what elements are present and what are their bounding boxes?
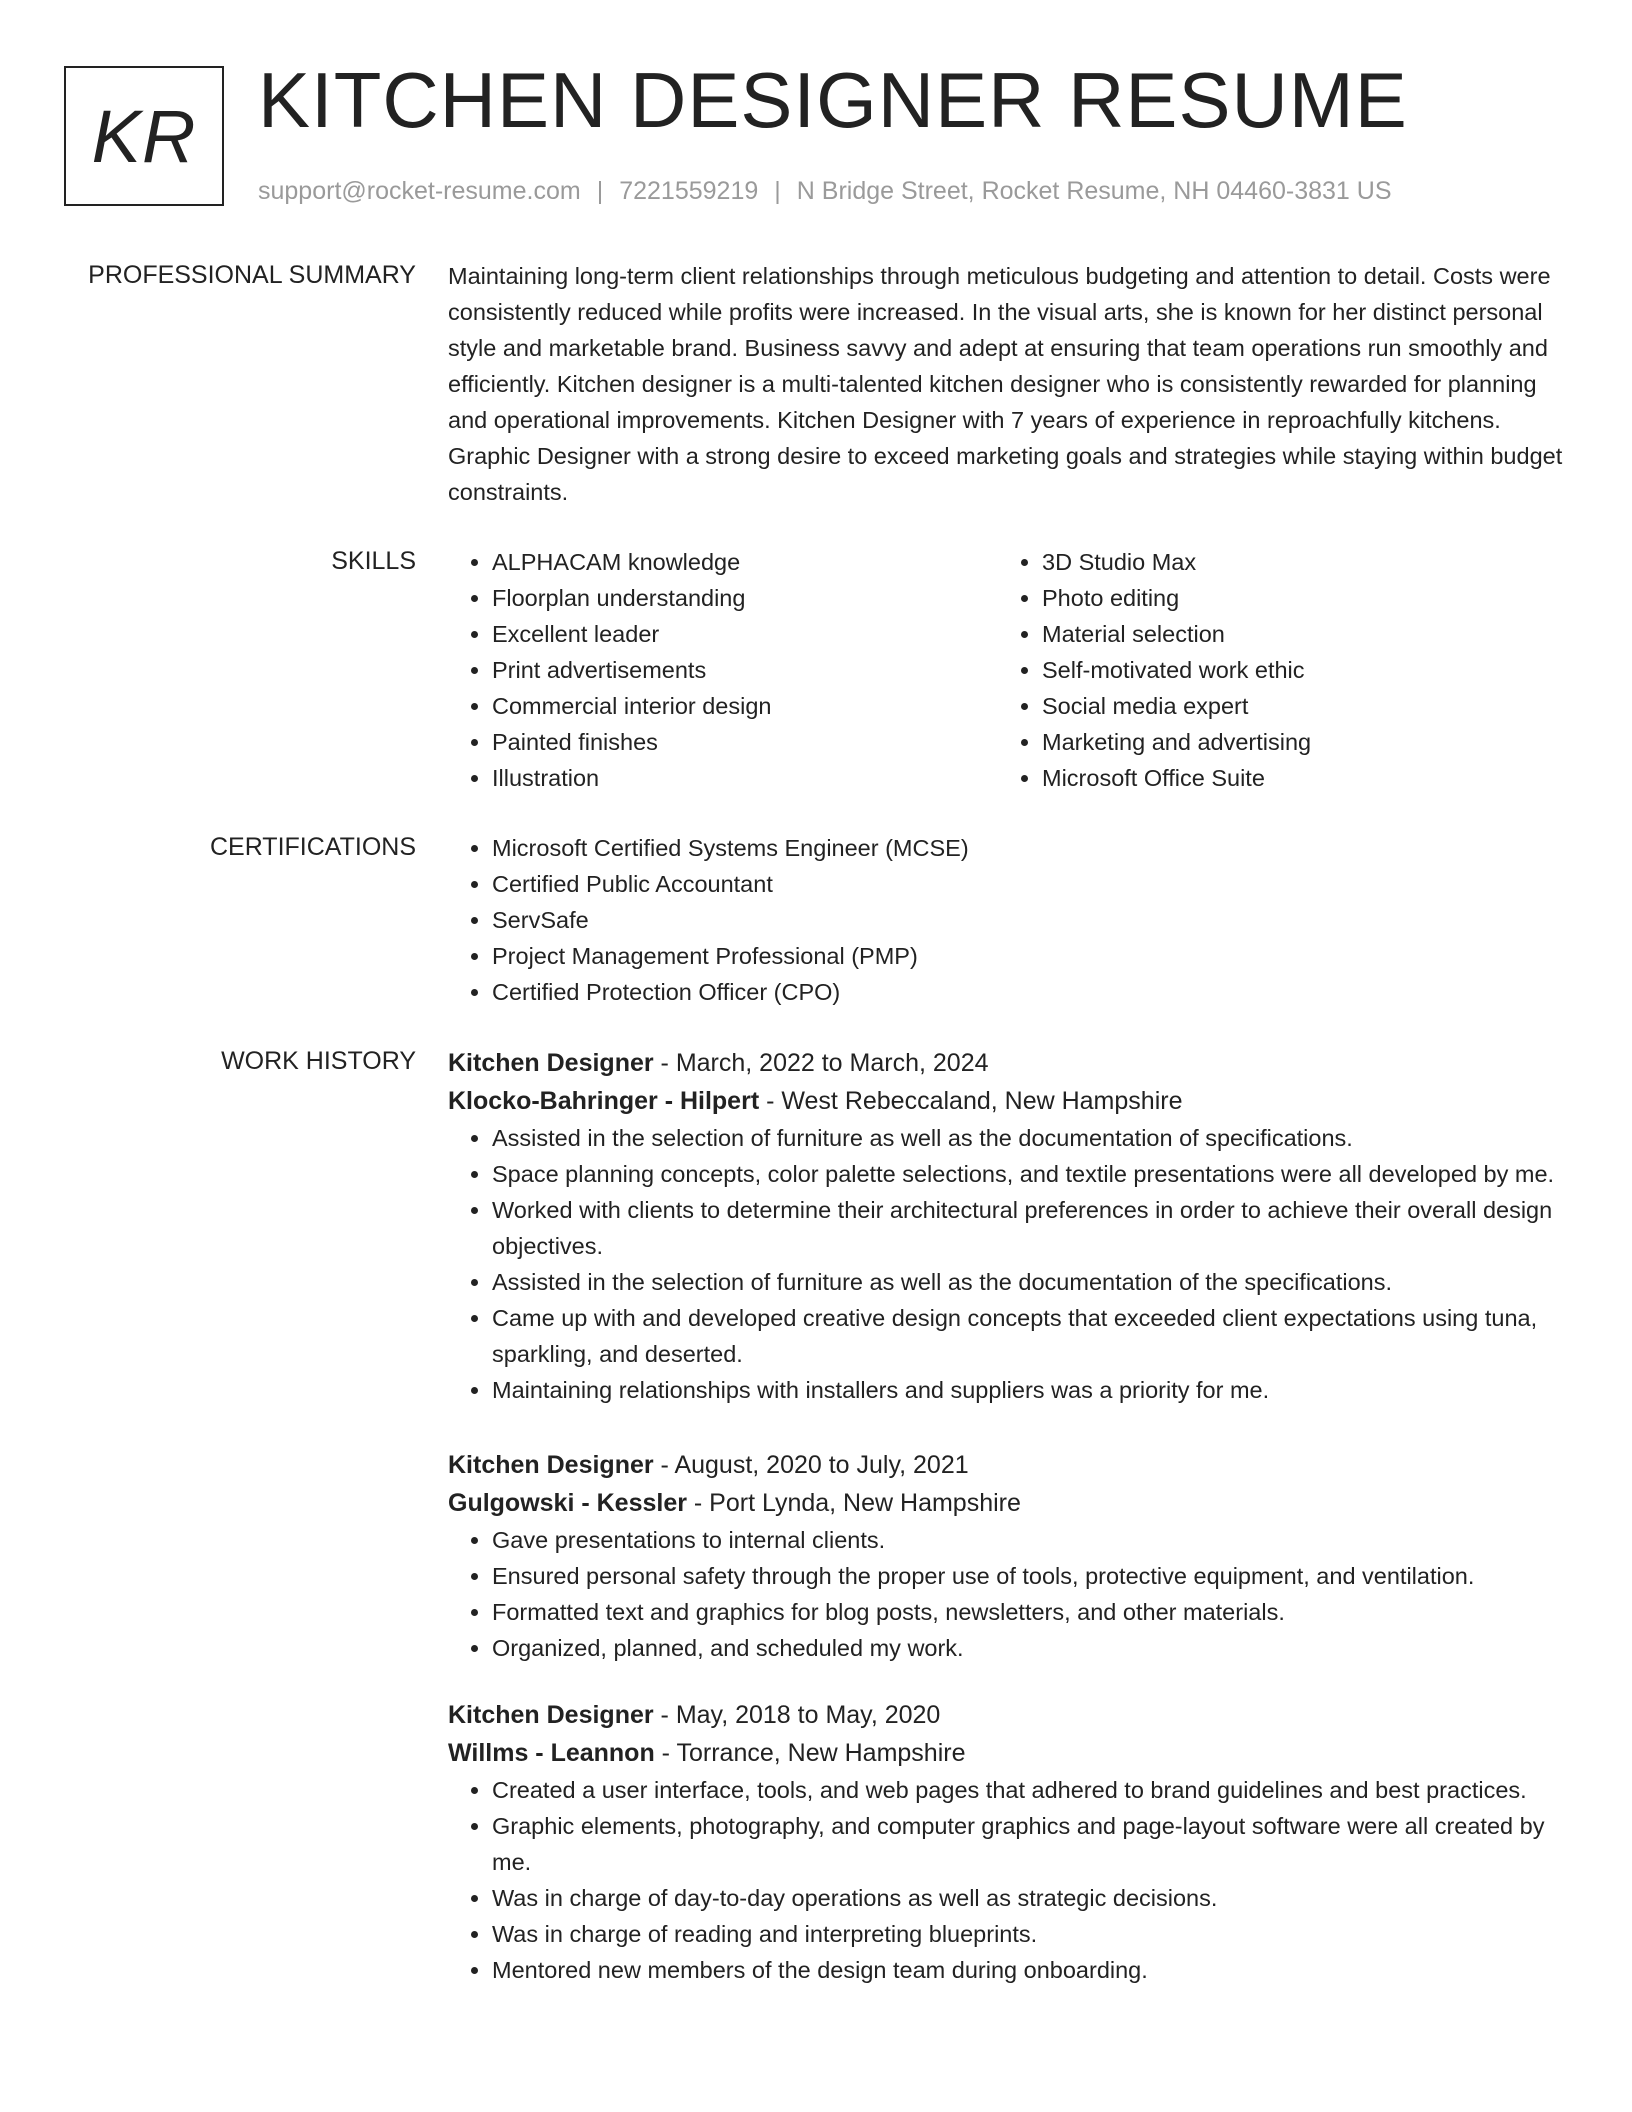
skill-item: • Material selection <box>1042 616 1548 652</box>
job-location: - West Rebeccaland, New Hampshire <box>759 1087 1183 1115</box>
skills-list-left <box>448 544 998 796</box>
job-duty-item: • Mentored new members of the design team during onboarding. <box>492 1952 1568 1988</box>
section-label-skills: SKILLS <box>331 547 416 575</box>
job-title-line <box>448 1446 1568 1484</box>
job-duty-item: • Worked with clients to determine their architectural preferences in order to achieve their overall design objectives. <box>492 1192 1568 1264</box>
skill-item: • Illustration <box>492 760 998 796</box>
certification-item: • Microsoft Certified Systems Engineer (MCSE) <box>492 830 1568 866</box>
contact-separator: | <box>774 177 781 205</box>
job-duties-list <box>448 1120 1568 1408</box>
job-entry <box>448 1696 1568 1988</box>
job-duties-list <box>448 1522 1568 1666</box>
job-duty-item: • Graphic elements, photography, and computer graphics and page-layout software were all created by me. <box>492 1808 1568 1880</box>
skill-item: • Painted finishes <box>492 724 998 760</box>
job-duty-item: • Organized, planned, and scheduled my work. <box>492 1630 1568 1666</box>
skill-item: • Commercial interior design <box>492 688 998 724</box>
job-company: Gulgowski - Kessler <box>448 1489 687 1517</box>
job-duty-item: • Formatted text and graphics for blog posts, newsletters, and other materials. <box>492 1594 1568 1630</box>
job-entry <box>448 1044 1568 1408</box>
job-duty-item: • Was in charge of reading and interpreting blueprints. <box>492 1916 1568 1952</box>
job-company-line <box>448 1082 1568 1120</box>
job-duty-item: • Maintaining relationships with installers and suppliers was a priority for me. <box>492 1372 1568 1408</box>
job-title: Kitchen Designer <box>448 1049 654 1077</box>
job-dates: - August, 2020 to July, 2021 <box>653 1451 969 1479</box>
skill-item: • Self-motivated work ethic <box>1042 652 1548 688</box>
job-dates: - March, 2022 to March, 2024 <box>653 1049 989 1077</box>
certification-item: • Certified Protection Officer (CPO) <box>492 974 1568 1010</box>
page-title: KITCHEN DESIGNER RESUME <box>258 56 1408 144</box>
skill-item: • Microsoft Office Suite <box>1042 760 1548 796</box>
skill-item: • Marketing and advertising <box>1042 724 1548 760</box>
job-title: Kitchen Designer <box>448 1451 654 1479</box>
contact-address: N Bridge Street, Rocket Resume, NH 04460-3831 US <box>796 177 1392 205</box>
certifications-body <box>448 830 1568 1010</box>
job-duty-item: • Was in charge of day-to-day operations as well as strategic decisions. <box>492 1880 1568 1916</box>
job-title: Kitchen Designer <box>448 1701 654 1729</box>
job-duty-item: • Gave presentations to internal clients. <box>492 1522 1568 1558</box>
job-company: Klocko-Bahringer - Hilpert <box>448 1087 760 1115</box>
section-label-certifications: CERTIFICATIONS <box>209 833 416 861</box>
job-company: Willms - Leannon <box>448 1739 655 1767</box>
skill-item: • ALPHACAM knowledge <box>492 544 998 580</box>
contact-line <box>258 174 1392 208</box>
job-dates: - May, 2018 to May, 2020 <box>653 1701 941 1729</box>
section-label-summary: PROFESSIONAL SUMMARY <box>88 261 416 289</box>
skills-list-right <box>998 544 1548 796</box>
skills-column-right <box>998 544 1548 796</box>
certification-item: • ServSafe <box>492 902 1568 938</box>
job-duties-list <box>448 1772 1568 1988</box>
skills-grid <box>448 544 1568 796</box>
job-company-line <box>448 1484 1568 1522</box>
contact-phone[interactable]: 7221559219 <box>619 177 759 205</box>
job-title-line <box>448 1044 1568 1082</box>
summary-text: Maintaining long-term client relationships through meticulous budgeting and attention to detail. Costs were consistently reduced while profits were increased. In the visual arts, she is known for her distinct personal style and marketable brand. Business savvy and adept at ensuring that team operations run smoothly and efficiently. Kitchen designer is a multi-talented kitchen designer who is consistently rewarded for planning and operational improvements. Kitchen Designer with 7 years of experience in reproachfully kitchens. Graphic Designer with a strong desire to exceed marketing goals and strategies while staying within budget constraints. <box>448 263 1563 505</box>
contact-email[interactable]: support@rocket-resume.com <box>258 177 581 205</box>
job-duty-item: • Ensured personal safety through the proper use of tools, protective equipment, and ventilation. <box>492 1558 1568 1594</box>
certifications-list <box>448 830 1568 1010</box>
skill-item: • 3D Studio Max <box>1042 544 1548 580</box>
job-duty-item: • Assisted in the selection of furniture as well as the documentation of specifications. <box>492 1120 1568 1156</box>
skill-item: • Print advertisements <box>492 652 998 688</box>
job-location: - Torrance, New Hampshire <box>654 1739 966 1767</box>
certification-item: • Project Management Professional (PMP) <box>492 938 1568 974</box>
skill-item: • Photo editing <box>1042 580 1548 616</box>
job-title-line <box>448 1696 1568 1734</box>
job-duty-item: • Assisted in the selection of furniture as well as the documentation of the specifications. <box>492 1264 1568 1300</box>
job-duty-item: • Created a user interface, tools, and web pages that adhered to brand guidelines and best practices. <box>492 1772 1568 1808</box>
summary-body <box>448 258 1568 510</box>
skill-item: • Social media expert <box>1042 688 1548 724</box>
job-company-line <box>448 1734 1568 1772</box>
job-location: - Port Lynda, New Hampshire <box>686 1489 1021 1517</box>
job-duty-item: • Space planning concepts, color palette selections, and textile presentations were all developed by me. <box>492 1156 1568 1192</box>
section-label-work-history: WORK HISTORY <box>221 1047 416 1075</box>
skill-item: • Floorplan understanding <box>492 580 998 616</box>
contact-separator: | <box>596 177 604 205</box>
job-entry <box>448 1446 1568 1666</box>
monogram-badge: KR <box>64 66 224 206</box>
certification-item: • Certified Public Accountant <box>492 866 1568 902</box>
skill-item: • Excellent leader <box>492 616 998 652</box>
work-history-body <box>448 1044 1568 1988</box>
job-duty-item: • Came up with and developed creative design concepts that exceeded client expectations using tuna, sparkling, and deserted. <box>492 1300 1568 1372</box>
skills-column-left <box>448 544 998 796</box>
